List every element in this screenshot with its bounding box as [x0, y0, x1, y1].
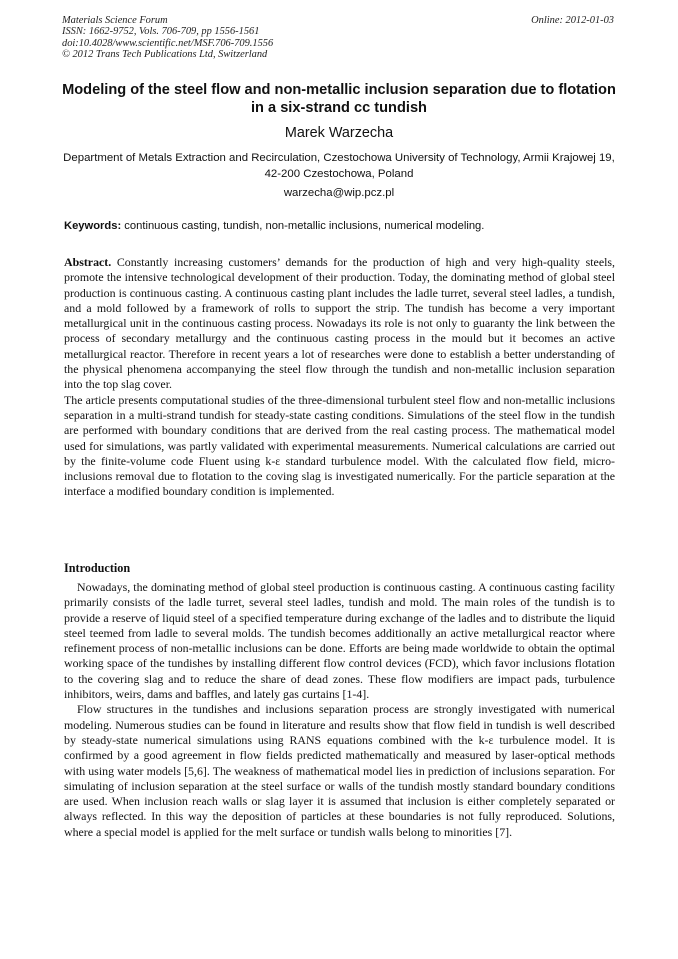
- introduction-paragraph-1: Nowadays, the dominating method of global steel production is continuous casting. A continuous casting facility primarily consists of the ladle turret, several steel ladles, tundish and mold. The main roles of the tundish is to provide a reserve of liquid steel of a specified temperature during exchange of the ladles and to distribute the liquid steel teemed from ladle to several molds. The tundish becomes additionally an active metallurgical reactor where refinement process of non-metallic inclusions can be done. Efforts are being made worldwide to obtain the optimal working space of the tundishes by installing different flow control devices (FCD), which favor inclusions flotation to the covering slag and to reduce the share of dead zones. These flow modifiers are impact pads, turbulence inhibitors, weirs, dams and baffles, and lately gas curtains [1-4].: [64, 580, 615, 702]
- keywords: [64, 219, 616, 234]
- copyright-line: © 2012 Trans Tech Publications Ltd, Switzerland: [62, 49, 268, 61]
- abstract-label: Abstract.: [64, 255, 112, 269]
- paper-title: Modeling of the steel flow and non-metallic inclusion separation due to flotation in a six-strand cc tundish: [62, 82, 616, 116]
- online-date: Online: 2012-01-03: [531, 15, 614, 26]
- abstract-text-1: Constantly increasing customers’ demands for the production of high and very high-quality steels, promote the intensive technological development of their production. Today, the dominating method of global steel production is continuous casting. A continuous casting plant includes the ladle turret, several steel ladles, a tundish, and a mold followed by a framework of rolls to support the strip. The tundish has become a very important metallurgical unit in the continuous casting process. Nowadays its role is not only to guaranty the link between the process of secondary metallurgy and the continuous casting process in the mould but it becomes an active metallurgical reactor. Therefore in recent years a lot of researches were done to establish a better understanding of the physical phenomena accompanying the steel flow through the tundish and non-metallic inclusion separation into the top slag cover.: [64, 255, 615, 392]
- issn-line: ISSN: 1662-9752, Vols. 706-709, pp 1556-1561: [62, 26, 260, 38]
- journal-name: Materials Science Forum: [62, 15, 168, 26]
- author-name: Marek Warzecha: [284, 125, 394, 141]
- abstract-paragraph-1: [64, 255, 615, 393]
- abstract-paragraph-2: The article presents computational studies of the three-dimensional turbulent steel flow and non-metallic inclusions separation in a multi-strand tundish for steady-state casting conditions. Simulations of the steel flow in the tundish are performed with boundary conditions that are derived from the real casting process. The mathematical model used for simulations, was partly validated with experimental measurements. Numerical calculations are carried out by the finite-volume code Fluent using k-ε standard turbulence model. With the calculated flow field, micro-inclusions removal due to flotation to the coving slag is investigated numerically. For the particle separation at the interface a modified boundary condition is implemented.: [64, 392, 615, 499]
- author-email: warzecha@wip.pcz.pl: [283, 187, 395, 199]
- keywords-label: Keywords:: [64, 220, 122, 232]
- author-affiliation: Department of Metals Extraction and Recirculation, Czestochowa University of Technology, Armii Krajowej 19, 42-200 Czestochowa, Poland: [63, 152, 615, 180]
- section-heading-introduction: Introduction: [64, 561, 131, 575]
- keywords-text: continuous casting, tundish, non-metallic inclusions, numerical modeling.: [121, 220, 485, 232]
- introduction-body: [64, 580, 615, 840]
- abstract: [64, 255, 615, 500]
- introduction-paragraph-2: Flow structures in the tundishes and inclusions separation process are strongly investigated with numerical modeling. Numerous studies can be found in literature and results show that flow field in tundish is well described by steady-state numerical simulations using RANS equations combined with the k-ε turbulence model. It is confirmed by a good agreement in flow fields predicted mathematically and measured by laser-optical methods with using water models [5,6]. The weakness of mathematical model lies in prediction of inclusions separation. For simulating of inclusion separation at the steel surface or walls of the tundish mostly standard boundary conditions are used. When inclusion reach walls or slag layer it is assumed that inclusion is either completely separated or always reflected. In this way the deposition of particles at these boundaries is not fully reproduced. Solutions, where a special model is applied for the melt surface or tundish walls belong to minorities [7].: [64, 702, 615, 839]
- publication-header: [62, 15, 273, 61]
- doi-line: doi:10.4028/www.scientific.net/MSF.706-709.1556: [62, 37, 274, 49]
